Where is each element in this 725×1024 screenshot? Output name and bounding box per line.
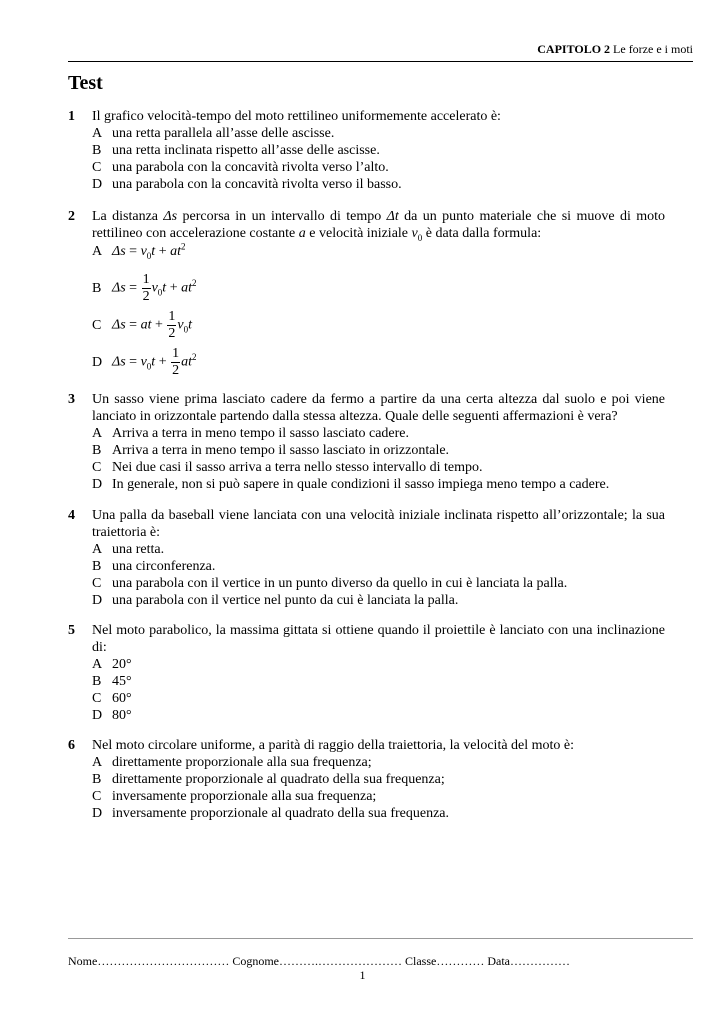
question-number: 3 [68,392,75,407]
option-d: D inversamente proporzionale al quadrato della sua frequenza. [92,806,450,821]
page-number: 1 [359,968,366,982]
question-text: Nel moto parabolico, la massima gittata si ottiene quando il proiettile è lanciato con una inclinazione di: [92,623,665,655]
fraction: $\frac{1}{2}$ [172,346,180,378]
question-6 [68,737,665,822]
option-b: B Δs = $\frac{1}{2}$ $v_0t + at^2$ [92,272,197,304]
question-number: 1 [68,109,75,124]
option-c: C una parabola con il vertice in un punto diverso da quello in cui è lanciata la palla. [92,576,568,591]
question-number: 6 [68,738,75,753]
footer-divider [68,938,693,939]
page-header [68,42,693,56]
student-info-line: Nome…………………………… Cognome……….………………… Classe………… Data…………… [68,954,570,968]
question-number: 2 [68,209,75,224]
option-d: D In generale, non si può sapere in quale condizioni il sasso impiega meno tempo a cadere. [92,477,610,492]
question-1 [68,108,665,193]
option-a: A una retta. [92,542,165,557]
option-b: B una retta inclinata rispetto all’asse delle ascisse. [92,143,380,158]
question-text: Il grafico velocità-tempo del moto rettilineo uniformemente accelerato è: [92,109,501,124]
option-a: A Arriva a terra in meno tempo il sasso lasciato cadere. [92,426,409,441]
option-c: C una parabola con la concavità rivolta verso l’alto. [92,160,389,175]
option-a: A $\Delta s = v_0t + at^2$ [92,241,186,261]
question-3 [68,391,665,493]
fraction: $\frac{1}{2}$ [168,309,176,341]
option-a: A una retta parallela all’asse delle ascisse. [92,126,335,141]
fraction: $\frac{1}{2}$ [142,272,150,304]
page-title: Test [68,72,103,94]
option-b: B direttamente proporzionale al quadrato della sua frequenza; [92,772,445,787]
option-d: D una parabola con la concavità rivolta verso il basso. [92,177,402,192]
option-b: B una circonferenza. [92,559,216,574]
question-2 [68,208,666,378]
question-number: 4 [68,508,75,523]
option-b: B Arriva a terra in meno tempo il sasso lasciato in orizzontale. [92,443,450,458]
option-a: A 20° [92,657,132,672]
question-4 [68,507,665,609]
question-text: Una palla da baseball viene lanciata con una velocità iniziale inclinata rispetto all’orizzontale; la sua traiettoria è: [92,508,665,540]
option-c: C Δs = at + $\frac{1}{2}$ $v_0t$ [92,309,192,341]
option-d: D una parabola con il vertice nel punto da cui è lanciata la palla. [92,593,459,608]
option-c: C inversamente proporzionale alla sua frequenza; [92,789,377,804]
question-text: Nel moto circolare uniforme, a parità di raggio della traiettoria, la velocità del moto è: [92,738,575,753]
option-c: C 60° [92,691,132,706]
option-c: C Nei due casi il sasso arriva a terra nello stesso intervallo di tempo. [92,460,483,475]
question-text: La distanza Δs percorsa in un intervallo di tempo Δt da un punto materiale che si muove di moto rettilineo con accelerazione costante a e velocità iniziale $v_0$ è data dalla formula: [92,209,666,243]
question-number: 5 [68,623,75,638]
question-text: Un sasso viene prima lasciato cadere da fermo a partire da una certa altezza dal suolo e poi viene lanciato in orizzontale partendo dalla stessa altezza. Quale delle seguenti affermazioni è vera? [92,392,665,424]
option-b: B 45° [92,674,132,689]
chapter-subtitle: Le forze e i moti [613,42,693,56]
question-5 [68,622,665,724]
chapter-label: CAPITOLO 2 [537,42,611,56]
option-a: A direttamente proporzionale alla sua frequenza; [92,755,372,770]
option-d: D $\Delta s = v_0t$ + $\frac{1}{2}$ $at^2$ [92,346,197,378]
header-divider [68,61,693,62]
option-d: D 80° [92,708,132,723]
